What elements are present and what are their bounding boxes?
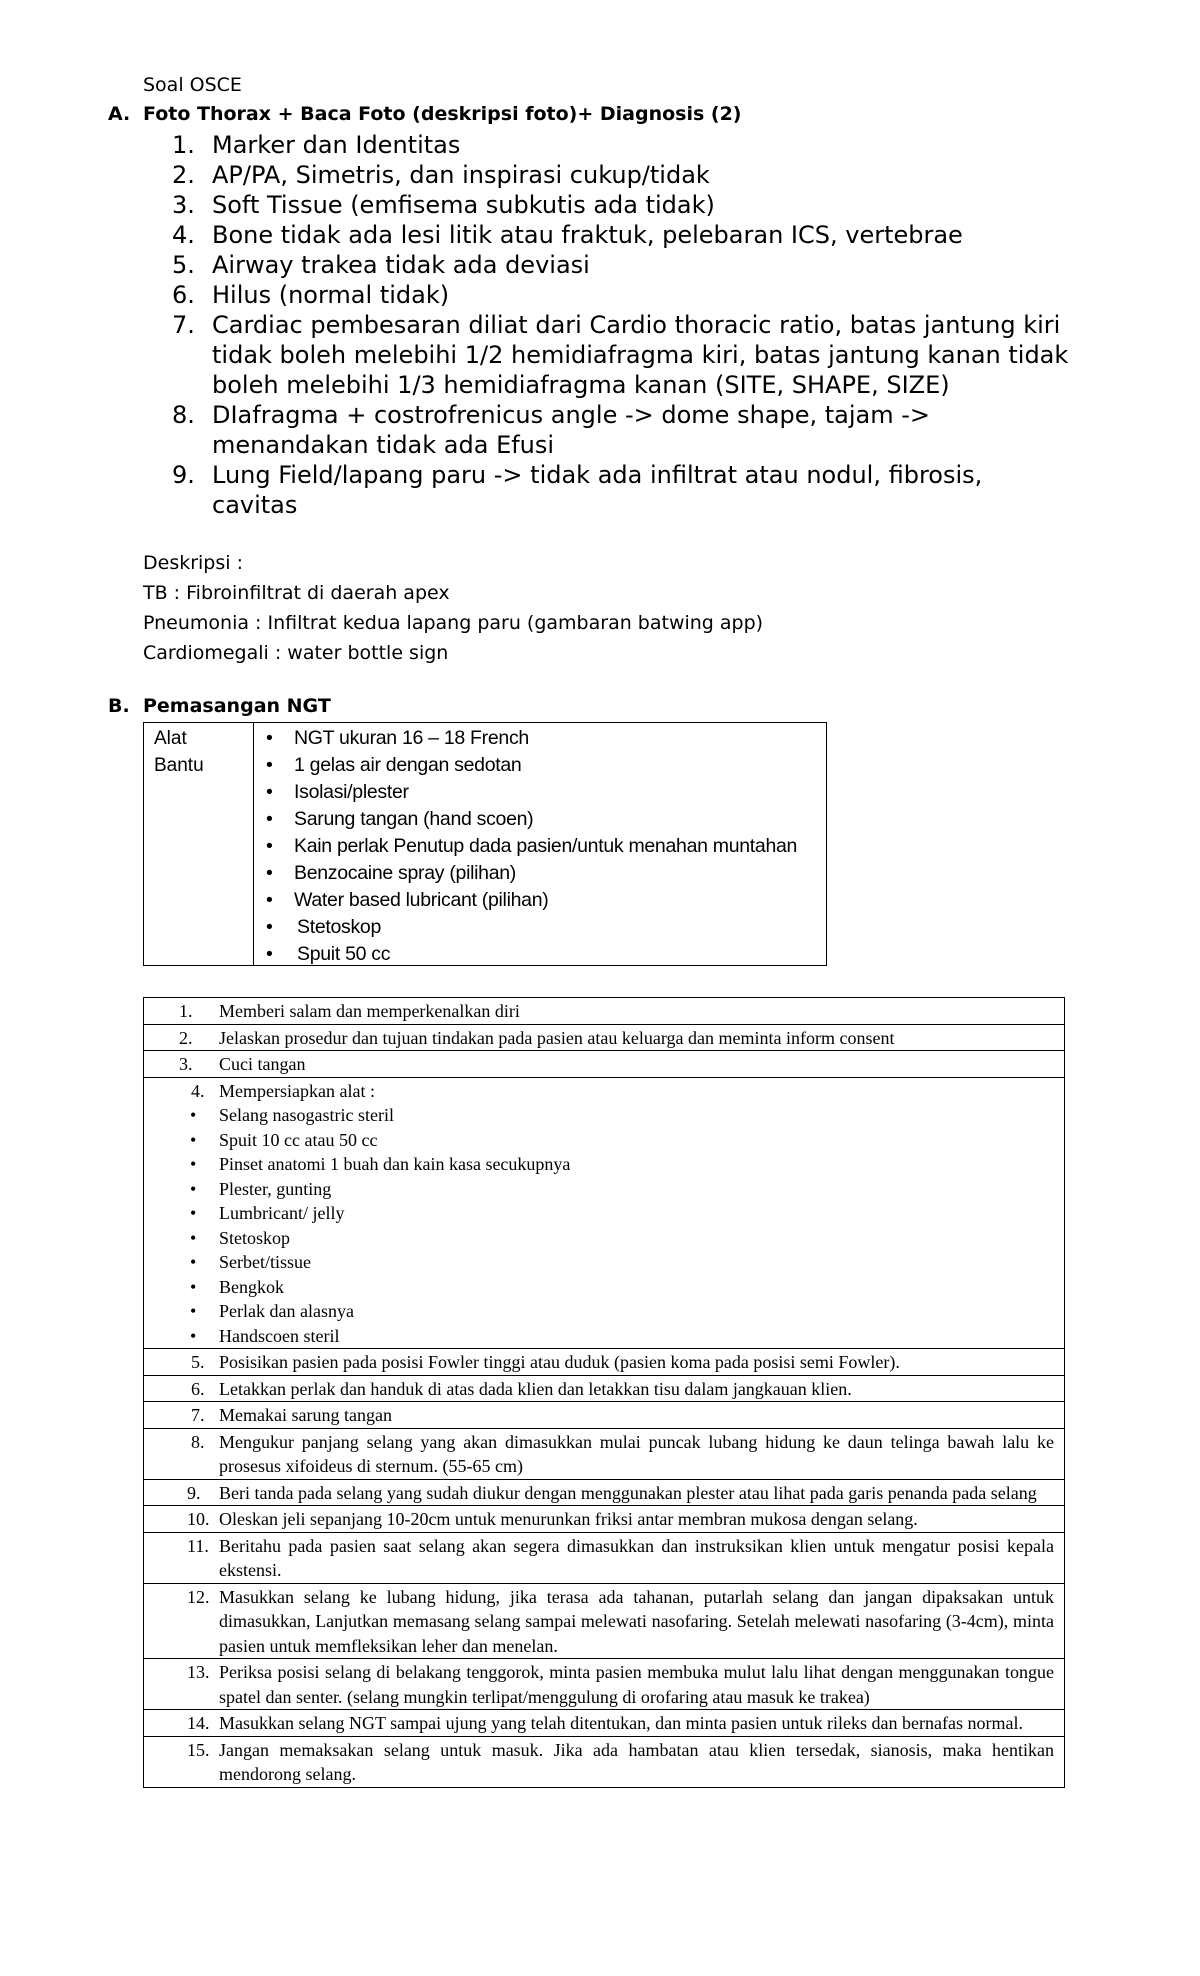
list-item — [172, 250, 1072, 280]
tools-label-cell — [144, 723, 254, 965]
table-cell — [144, 1077, 1065, 1349]
item-text: Soft Tissue (emfisema subkutis ada tidak) — [212, 191, 715, 219]
list-item: • Selang nasogastric steril — [154, 1103, 1054, 1128]
tools-list — [256, 725, 797, 968]
list-item: • Water based lubricant (pilihan) — [256, 887, 797, 914]
description-line: TB : Fibroinfiltrat di daerah apex — [143, 582, 450, 604]
step-text: Masukkan selang NGT sampai ujung yang telah ditentukan, dan minta pasien untuk rileks dan bernafas normal. — [219, 1713, 1023, 1733]
table-cell — [144, 1506, 1065, 1533]
list-item: • NGT ukuran 16 – 18 French — [256, 725, 797, 752]
list-item: • Serbet/tissue — [154, 1250, 1054, 1275]
step-number: 2. — [179, 1027, 193, 1048]
list-item: • Bengkok — [154, 1275, 1054, 1300]
list-item — [172, 310, 1072, 400]
list-item: • Stetoskop — [256, 914, 797, 941]
step — [154, 1430, 1054, 1479]
step-number: 13. — [187, 1662, 210, 1682]
step-number: 4. — [191, 1080, 205, 1101]
table-row — [144, 1736, 1065, 1787]
table-row — [144, 1583, 1065, 1659]
step-number: 11. — [187, 1535, 209, 1556]
step — [154, 1079, 1054, 1104]
description-line: Cardiomegali : water bottle sign — [143, 642, 449, 664]
item-number: 2. — [172, 161, 195, 189]
list-item: • Pinset anatomi 1 buah dan kain kasa secukupnya — [154, 1152, 1054, 1177]
table-row — [144, 1479, 1065, 1506]
step-text: Memakai sarung tangan — [219, 1405, 392, 1425]
step — [154, 1377, 1054, 1402]
section-b-title: Pemasangan NGT — [143, 695, 331, 717]
table-cell — [144, 1479, 1065, 1506]
thorax-checklist — [172, 130, 1072, 520]
xray-description — [143, 548, 763, 668]
list-item — [172, 220, 1072, 250]
item-number: 6. — [172, 281, 195, 309]
table-row — [144, 998, 1065, 1025]
step — [154, 1738, 1054, 1787]
list-item — [172, 460, 1072, 520]
table-cell — [144, 1402, 1065, 1429]
item-text: AP/PA, Simetris, dan inspirasi cukup/tidak — [212, 161, 710, 189]
list-item — [172, 190, 1072, 220]
step-number: 7. — [191, 1405, 205, 1425]
step-text: Mengukur panjang selang yang akan dimasukkan mulai puncak lubang hidung ke daun telinga bawah lalu ke prosesus xifoideus di sternum. (55-65 cm) — [219, 1431, 1054, 1476]
step — [154, 1481, 1054, 1506]
item-number: 9. — [172, 461, 195, 489]
step-number: 9. — [187, 1482, 201, 1503]
list-item — [172, 400, 1072, 460]
table-cell — [144, 998, 1065, 1025]
step — [154, 1052, 1054, 1077]
procedure-table — [143, 997, 1065, 1788]
step — [154, 1403, 1054, 1428]
step-number: 10. — [187, 1509, 210, 1529]
step — [154, 1711, 1054, 1736]
section-a-heading — [108, 103, 742, 125]
step-number: 12. — [187, 1586, 210, 1607]
item-text: Hilus (normal tidak) — [212, 281, 450, 309]
list-item: • Perlak dan alasnya — [154, 1299, 1054, 1324]
section-a-title: Foto Thorax + Baca Foto (deskripsi foto)+ Diagnosis (2) — [143, 103, 742, 125]
step-number: 15. — [187, 1739, 210, 1760]
step-text: Cuci tangan — [219, 1054, 306, 1074]
item-number: 5. — [172, 251, 195, 279]
list-item: • Kain perlak Penutup dada pasien/untuk menahan muntahan — [256, 833, 797, 860]
document-title: Soal OSCE — [143, 74, 242, 96]
item-number: 1. — [172, 131, 195, 159]
step — [154, 1026, 1054, 1051]
tools-label: Alat — [154, 728, 187, 749]
table-row — [144, 1428, 1065, 1479]
item-text: Marker dan Identitas — [212, 131, 461, 159]
table-row — [144, 1077, 1065, 1349]
item-text: Cardiac pembesaran diliat dari Cardio thoracic ratio, batas jantung kiri tidak boleh melebihi 1/2 hemidiafragma kiri, batas jantung kanan tidak boleh melebihi 1/3 hemidiafragma kanan (SITE, SHAPE, SIZE) — [212, 311, 1069, 399]
description-heading: Deskripsi : — [143, 552, 243, 574]
list-item: • Isolasi/plester — [256, 779, 797, 806]
table-row — [144, 1532, 1065, 1583]
description-line: Pneumonia : Infiltrat kedua lapang paru (gambaran batwing app) — [143, 612, 764, 634]
step-text: Mempersiapkan alat : — [219, 1080, 375, 1101]
step-text: Jelaskan prosedur dan tujuan tindakan pada pasien atau keluarga dan meminta inform consent — [219, 1027, 895, 1048]
table-cell — [144, 1659, 1065, 1710]
list-item — [172, 130, 1072, 160]
step — [154, 1585, 1054, 1659]
step-text: Oleskan jeli sepanjang 10-20cm untuk menurunkan friksi antar membran mukosa dengan selang. — [219, 1509, 918, 1529]
table-row — [144, 1506, 1065, 1533]
table-row — [144, 1710, 1065, 1737]
step — [154, 1660, 1054, 1709]
list-item: • Lumbricant/ jelly — [154, 1201, 1054, 1226]
tools-table — [143, 722, 827, 966]
step-number: 5. — [191, 1352, 205, 1372]
step-number: 3. — [179, 1054, 193, 1074]
step — [154, 1350, 1054, 1375]
step-text: Periksa posisi selang di belakang tenggorok, minta pasien membuka mulut lalu lihat dengan menggunakan tongue spatel dan senter. (selang mungkin terlipat/menggulung di orofaring atau masuk ke trakea) — [219, 1662, 1054, 1707]
item-number: 8. — [172, 401, 195, 429]
list-item: • Stetoskop — [154, 1226, 1054, 1251]
table-row — [144, 1375, 1065, 1402]
section-a-letter: A. — [108, 103, 131, 125]
item-number: 7. — [172, 311, 195, 339]
list-item — [172, 160, 1072, 190]
step-number: 1. — [179, 1001, 193, 1021]
item-text: Airway trakea tidak ada deviasi — [212, 251, 590, 279]
step-text: Beri tanda pada selang yang sudah diukur dengan menggunakan plester atau lihat pada garis penanda pada selang — [219, 1482, 1037, 1503]
step — [154, 1534, 1054, 1583]
table-cell — [144, 1736, 1065, 1787]
table-cell — [144, 1051, 1065, 1078]
list-item: • Plester, gunting — [154, 1177, 1054, 1202]
list-item: • Handscoen steril — [154, 1324, 1054, 1349]
table-cell — [144, 1024, 1065, 1051]
table-row — [144, 1349, 1065, 1376]
table-cell — [144, 1428, 1065, 1479]
table-cell — [144, 1583, 1065, 1659]
step-text: Beritahu pada pasien saat selang akan segera dimasukkan dan instruksikan klien untuk mengatur posisi kepala ekstensi. — [219, 1535, 1054, 1580]
table-row — [144, 1024, 1065, 1051]
step-text: Letakkan perlak dan handuk di atas dada klien dan letakkan tisu dalam jangkauan klien. — [219, 1378, 852, 1399]
table-cell — [144, 1532, 1065, 1583]
list-item — [172, 280, 1072, 310]
table-row — [144, 1051, 1065, 1078]
step-number: 14. — [187, 1713, 210, 1733]
step-text: Masukkan selang ke lubang hidung, jika terasa ada tahanan, putarlah selang dan jangan dipaksakan untuk dimasukkan, Lanjutkan memasang selang sampai melewati nasofaring. Setelah melewati nasofaring (3-4cm), minta pasien untuk memfleksikan leher dan menelan. — [219, 1586, 1054, 1656]
step-text: Memberi salam dan memperkenalkan diri — [219, 1001, 520, 1021]
table-row — [144, 1402, 1065, 1429]
list-item: • Sarung tangan (hand scoen) — [256, 806, 797, 833]
section-b-heading — [108, 695, 331, 717]
step-text: Posisikan pasien pada posisi Fowler tinggi atau duduk (pasien koma pada posisi semi Fowler). — [219, 1352, 900, 1372]
step-number: 6. — [191, 1378, 205, 1399]
list-item: • 1 gelas air dengan sedotan — [256, 752, 797, 779]
table-cell — [144, 1710, 1065, 1737]
list-item: • Benzocaine spray (pilihan) — [256, 860, 797, 887]
item-text: Lung Field/lapang paru -> tidak ada infiltrat atau nodul, fibrosis, cavitas — [212, 461, 983, 519]
tools-label: Bantu — [154, 755, 204, 776]
table-cell — [144, 1349, 1065, 1376]
item-text: Bone tidak ada lesi litik atau fraktuk, pelebaran ICS, vertebrae — [212, 221, 963, 249]
step — [154, 1507, 1054, 1532]
list-item: • Spuit 50 cc — [256, 941, 797, 968]
table-row — [144, 1659, 1065, 1710]
item-number: 3. — [172, 191, 195, 219]
table-cell — [144, 1375, 1065, 1402]
item-text: DIafragma + costrofrenicus angle -> dome shape, tajam -> menandakan tidak ada Efusi — [212, 401, 931, 459]
list-item: • Spuit 10 cc atau 50 cc — [154, 1128, 1054, 1153]
section-b-letter: B. — [108, 695, 130, 717]
step-number: 8. — [191, 1431, 205, 1452]
step-text: Jangan memaksakan selang untuk masuk. Jika ada hambatan atau klien tersedak, sianosis, maka hentikan mendorong selang. — [219, 1739, 1054, 1784]
step — [154, 999, 1054, 1024]
item-number: 4. — [172, 221, 195, 249]
